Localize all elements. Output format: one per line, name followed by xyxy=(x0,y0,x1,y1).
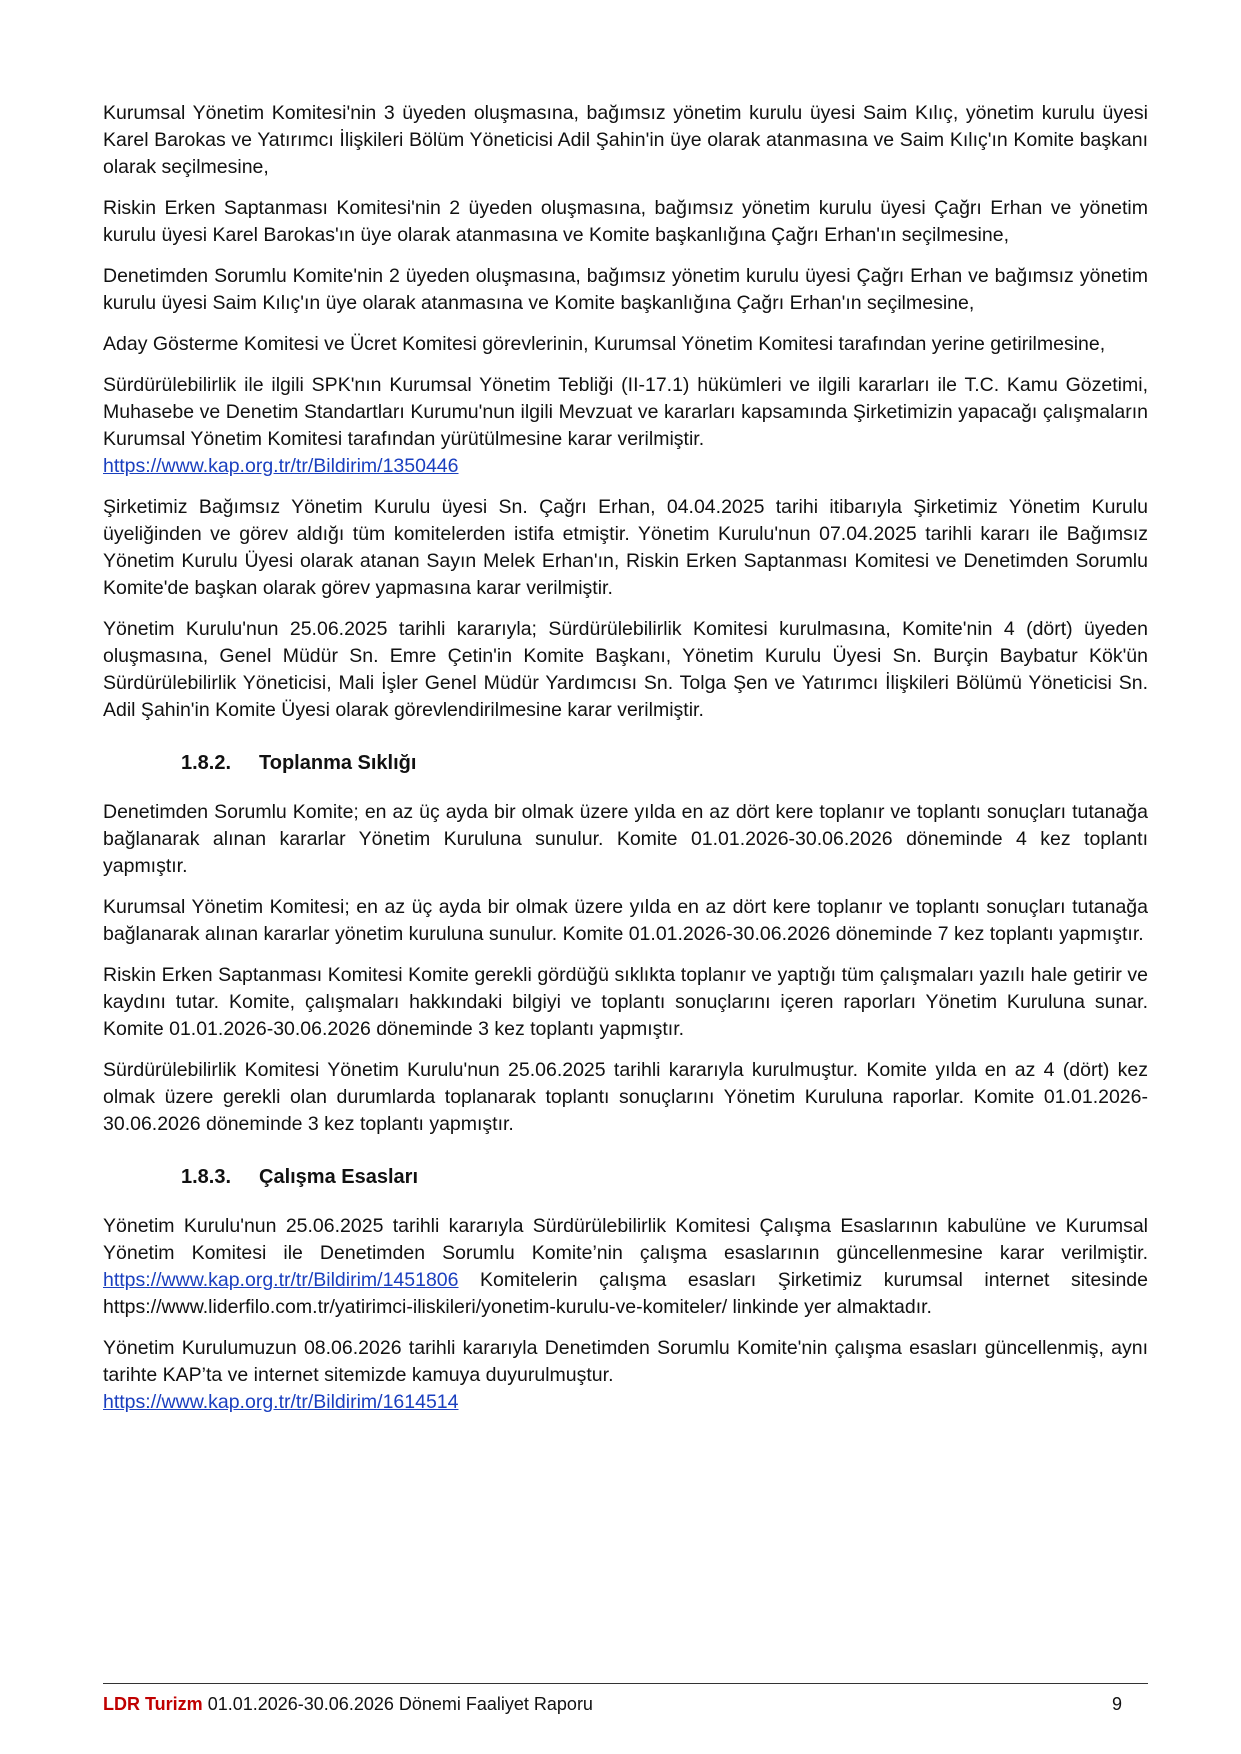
paragraph-text-before-link: Yönetim Kurulu'nun 25.06.2025 tarihli kararıyla Sürdürülebilirlik Komitesi Çalışma Esaslarının kabulüne ve Kurumsal Yönetim Komitesi ile Denetimden Sorumlu Komite’nin çalışma esaslarının güncellenmesine karar verilmiştir. xyxy=(103,1215,1148,1264)
document-page xyxy=(103,100,1148,1430)
paragraph-sustainability-committee: Yönetim Kurulu'nun 25.06.2025 tarihli kararıyla; Sürdürülebilirlik Komitesi kurulmasına, Komite'nin 4 (dört) üyeden oluşmasına, Genel Müdür Sn. Emre Çetin'in Komite Başkanı, Yönetim Kurulu Üyesi Sn. Burçin Baybatur Kök'ün Sürdürülebilirlik Yöneticisi, Mali İşler Genel Müdür Yardımcısı Sn. Tolga Şen ve Yatırımcı İlişkileri Bölümü Yöneticisi Sn. Adil Şahin'in Komite Üyesi olarak görevlendirilmesine karar verilmiştir. xyxy=(103,618,1148,721)
paragraph-sustainability-meetings: Sürdürülebilirlik Komitesi Yönetim Kurulu'nun 25.06.2025 tarihli kararıyla kurulmuştur. Komite yılda en az 4 (dört) kez olmak üzere gerekli olan durumlarda toplanarak toplantı sonuçlarını Yönetim Kuruluna raporlar. Komite 01.01.2026-30.06.2026 döneminde 3 kez toplantı yapmıştır. xyxy=(103,1059,1148,1135)
section-number: 1.8.3. xyxy=(181,1166,232,1188)
footer-report-title: 01.01.2026-30.06.2026 Dönemi Faaliyet Raporu xyxy=(207,1694,593,1714)
paragraph-text-after-link: Komitelerin çalışma esasları Şirketimiz kurumsal internet sitesinde https://www.liderfilo.com.tr/yatirimci-iliskileri/yonetim-kurulu-ve-komiteler/ linkinde yer almaktadır. xyxy=(103,1269,1148,1318)
paragraph-audit-committee: Denetimden Sorumlu Komite'nin 2 üyeden oluşmasına, bağımsız yönetim kurulu üyesi Çağrı Erhan ve bağımsız yönetim kurulu üyesi Saim Kılıç'ın üye olarak atanmasına ve Komite başkanlığına Çağrı Erhan'ın seçilmesine, xyxy=(103,265,1148,314)
paragraph-text: Yönetim Kurulumuzun 08.06.2026 tarihli kararıyla Denetimden Sorumlu Komite'nin çalışma esasları güncellenmiş, aynı tarihte KAP’ta ve internet sitemizde kamuya duyurulmuştur. xyxy=(103,1337,1148,1386)
paragraph-audit-principles-update xyxy=(103,1335,1148,1416)
kap-link-1614514[interactable]: https://www.kap.org.tr/tr/Bildirim/1614514 xyxy=(103,1391,459,1413)
footer-brand: LDR Turizm xyxy=(103,1694,203,1714)
paragraph-sustainability xyxy=(103,372,1148,480)
paragraph-working-principles xyxy=(103,1213,1148,1321)
page-number: 9 xyxy=(1111,1694,1122,1714)
section-title: Çalışma Esasları xyxy=(259,1166,418,1188)
section-number: 1.8.2. xyxy=(181,752,232,774)
paragraph-nomination-remuneration: Aday Gösterme Komitesi ve Ücret Komitesi görevlerinin, Kurumsal Yönetim Komitesi tarafından yerine getirilmesine, xyxy=(103,333,1106,355)
section-heading-1-8-3 xyxy=(181,1166,1148,1189)
section-heading-1-8-2 xyxy=(181,752,1148,775)
section-title: Toplanma Sıklığı xyxy=(259,752,417,774)
paragraph-sustainability-text: Sürdürülebilirlik ile ilgili SPK'nın Kurumsal Yönetim Tebliği (II-17.1) hükümleri ve ilgili kararları ile T.C. Kamu Gözetimi, Muhasebe ve Denetim Standartları Kurumu'nun ilgili Mevzuat ve kararları kapsamında Şirketimizin yapacağı çalışmaların Kurumsal Yönetim Komitesi tarafından yürütülmesine karar verilmiştir. xyxy=(103,374,1148,450)
paragraph-resignation: Şirketimiz Bağımsız Yönetim Kurulu üyesi Sn. Çağrı Erhan, 04.04.2025 tarihi itibarıyla Şirketimiz Yönetim Kurulu üyeliğinden ve görev aldığı tüm komitelerden istifa etmiştir. Yönetim Kurulu'nun 07.04.2025 tarihli kararı ile Bağımsız Yönetim Kurulu Üyesi olarak atanan Sayın Melek Erhan'ın, Riskin Erken Saptanması Komitesi ve Denetimden Sorumlu Komite'de başkan olarak görev yapmasına karar verilmiştir. xyxy=(103,496,1148,599)
kap-link-1451806[interactable]: https://www.kap.org.tr/tr/Bildirim/1451806 xyxy=(103,1269,459,1291)
paragraph-risk-meetings: Riskin Erken Saptanması Komitesi Komite gerekli gördüğü sıklıkta toplanır ve yaptığı tüm çalışmaları yazılı hale getirir ve kaydını tutar. Komite, çalışmaları hakkındaki bilgiyi ve toplantı sonuçlarını içeren raporları Yönetim Kuruluna sunar. Komite 01.01.2026-30.06.2026 döneminde 3 kez toplantı yapmıştır. xyxy=(103,964,1148,1040)
paragraph-early-risk-committee: Riskin Erken Saptanması Komitesi'nin 2 üyeden oluşmasına, bağımsız yönetim kurulu üyesi Çağrı Erhan ve yönetim kurulu üyesi Karel Barokas'ın üye olarak atanmasına ve Komite başkanlığına Çağrı Erhan'ın seçilmesine, xyxy=(103,197,1148,246)
page-footer xyxy=(103,1683,1148,1715)
paragraph-corporate-governance-committee: Kurumsal Yönetim Komitesi'nin 3 üyeden oluşmasına, bağımsız yönetim kurulu üyesi Saim Kılıç, yönetim kurulu üyesi Karel Barokas ve Yatırımcı İlişkileri Bölüm Yöneticisi Adil Şahin'in üye olarak atanmasına ve Saim Kılıç'ın Komite başkanı olarak seçilmesine, xyxy=(103,102,1148,178)
paragraph-audit-meetings: Denetimden Sorumlu Komite; en az üç ayda bir olmak üzere yılda en az dört kere toplanır ve toplantı sonuçları tutanağa bağlanarak alınan kararlar Yönetim Kuruluna sunulur. Komite 01.01.2026-30.06.2026 döneminde 4 kez toplantı yapmıştır. xyxy=(103,801,1148,877)
paragraph-governance-meetings: Kurumsal Yönetim Komitesi; en az üç ayda bir olmak üzere yılda en az dört kere toplanır ve toplantı sonuçları tutanağa bağlanarak alınan kararlar yönetim kuruluna sunulur. Komite 01.01.2026-30.06.2026 döneminde 7 kez toplantı yapmıştır. xyxy=(103,896,1148,945)
kap-link-1350446[interactable]: https://www.kap.org.tr/tr/Bildirim/1350446 xyxy=(103,455,459,477)
